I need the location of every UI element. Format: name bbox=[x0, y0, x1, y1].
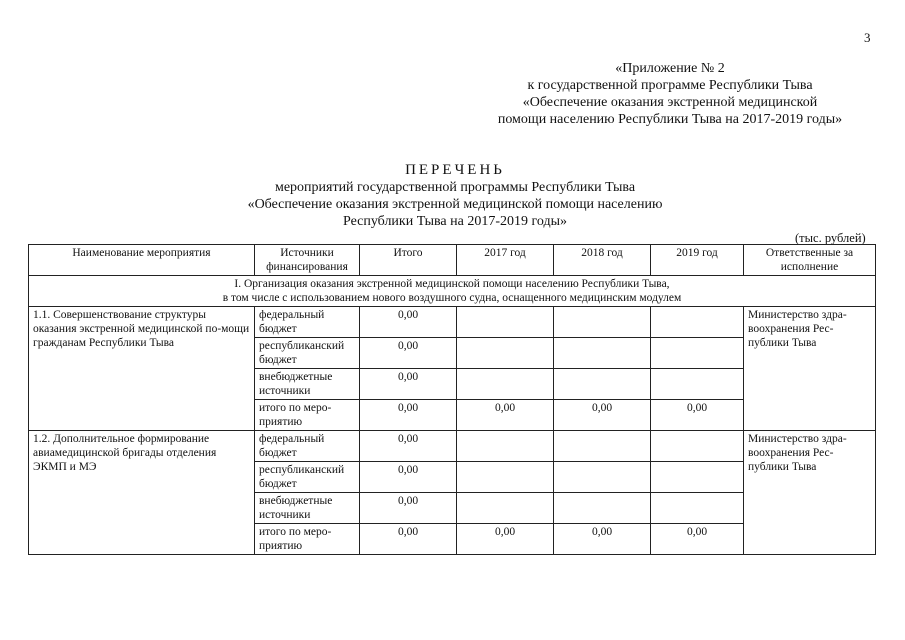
value-y2017 bbox=[457, 493, 554, 524]
table-row bbox=[29, 307, 876, 338]
header-total: Итого bbox=[360, 245, 457, 276]
value-y2018: 0,00 bbox=[554, 524, 651, 555]
responsible-executor: Министерство здра-воохранения Рес-публики Тыва bbox=[744, 431, 876, 555]
value-y2017 bbox=[457, 338, 554, 369]
value-y2019 bbox=[651, 462, 744, 493]
value-total: 0,00 bbox=[360, 338, 457, 369]
value-y2017: 0,00 bbox=[457, 524, 554, 555]
value-y2019 bbox=[651, 338, 744, 369]
appendix-header bbox=[470, 60, 870, 128]
value-y2019 bbox=[651, 307, 744, 338]
section-line-1: I. Организация оказания экстренной медицинской помощи населению Республики Тыва, bbox=[234, 278, 670, 290]
funding-source: республиканский бюджет bbox=[255, 338, 360, 369]
measure-name: 1.1. Совершенствование структуры оказания экстренной медицинской по-мощи гражданам Республики Тыва bbox=[29, 307, 255, 431]
value-total: 0,00 bbox=[360, 493, 457, 524]
header-responsible: Ответственные за исполнение bbox=[744, 245, 876, 276]
value-total: 0,00 bbox=[360, 431, 457, 462]
header-2017: 2017 год bbox=[457, 245, 554, 276]
title-line-2: «Обеспечение оказания экстренной медицинской помощи населению bbox=[247, 197, 663, 212]
value-total: 0,00 bbox=[360, 400, 457, 431]
value-y2018 bbox=[554, 338, 651, 369]
funding-source: федеральный бюджет bbox=[255, 431, 360, 462]
value-y2019 bbox=[651, 493, 744, 524]
header-2018: 2018 год bbox=[554, 245, 651, 276]
document-title bbox=[190, 162, 720, 230]
table-row bbox=[29, 431, 876, 462]
value-total: 0,00 bbox=[360, 307, 457, 338]
responsible-executor: Министерство здра-воохранения Рес-публики Тыва bbox=[744, 307, 876, 431]
value-total: 0,00 bbox=[360, 524, 457, 555]
value-total: 0,00 bbox=[360, 369, 457, 400]
funding-source: итого по меро-приятию bbox=[255, 400, 360, 431]
funding-source: внебюджетные источники bbox=[255, 369, 360, 400]
value-y2018 bbox=[554, 431, 651, 462]
value-y2018 bbox=[554, 307, 651, 338]
value-y2019: 0,00 bbox=[651, 400, 744, 431]
appendix-line-1: «Приложение № 2 bbox=[615, 61, 725, 76]
value-y2018 bbox=[554, 369, 651, 400]
value-y2018 bbox=[554, 493, 651, 524]
header-source: Источники финансирования bbox=[255, 245, 360, 276]
value-total: 0,00 bbox=[360, 462, 457, 493]
section-row bbox=[29, 276, 876, 307]
value-y2019: 0,00 bbox=[651, 524, 744, 555]
appendix-line-3: «Обеспечение оказания экстренной медицинской bbox=[522, 95, 818, 110]
title-line-1: мероприятий государственной программы Республики Тыва bbox=[274, 180, 636, 195]
value-y2017: 0,00 bbox=[457, 400, 554, 431]
value-y2017 bbox=[457, 369, 554, 400]
funding-source: республиканский бюджет bbox=[255, 462, 360, 493]
funding-source: внебюджетные источники bbox=[255, 493, 360, 524]
value-y2017 bbox=[457, 431, 554, 462]
units-label: (тыс. рублей) bbox=[795, 231, 866, 245]
page-number: 3 bbox=[864, 30, 871, 45]
value-y2018 bbox=[554, 462, 651, 493]
appendix-line-2: к государственной программе Республики Тыва bbox=[527, 78, 813, 93]
value-y2017 bbox=[457, 307, 554, 338]
table-header-row bbox=[29, 245, 876, 276]
header-2019: 2019 год bbox=[651, 245, 744, 276]
header-name: Наименование мероприятия bbox=[29, 245, 255, 276]
funding-source: федеральный бюджет bbox=[255, 307, 360, 338]
value-y2017 bbox=[457, 462, 554, 493]
measure-name: 1.2. Дополнительное формирование авиамедицинской бригады отделения ЭКМП и МЭ bbox=[29, 431, 255, 555]
funding-source: итого по меро-приятию bbox=[255, 524, 360, 555]
value-y2018: 0,00 bbox=[554, 400, 651, 431]
value-y2019 bbox=[651, 431, 744, 462]
section-title bbox=[29, 276, 876, 307]
measures-table bbox=[28, 244, 876, 555]
title-main: ПЕРЕЧЕНЬ bbox=[405, 162, 505, 178]
title-line-3: Республики Тыва на 2017-2019 годы» bbox=[342, 214, 568, 229]
value-y2019 bbox=[651, 369, 744, 400]
appendix-line-4: помощи населению Республики Тыва на 2017-2019 годы» bbox=[497, 112, 843, 127]
section-line-2: в том числе с использованием нового воздушного судна, оснащенного медицинским модулем bbox=[222, 292, 682, 304]
